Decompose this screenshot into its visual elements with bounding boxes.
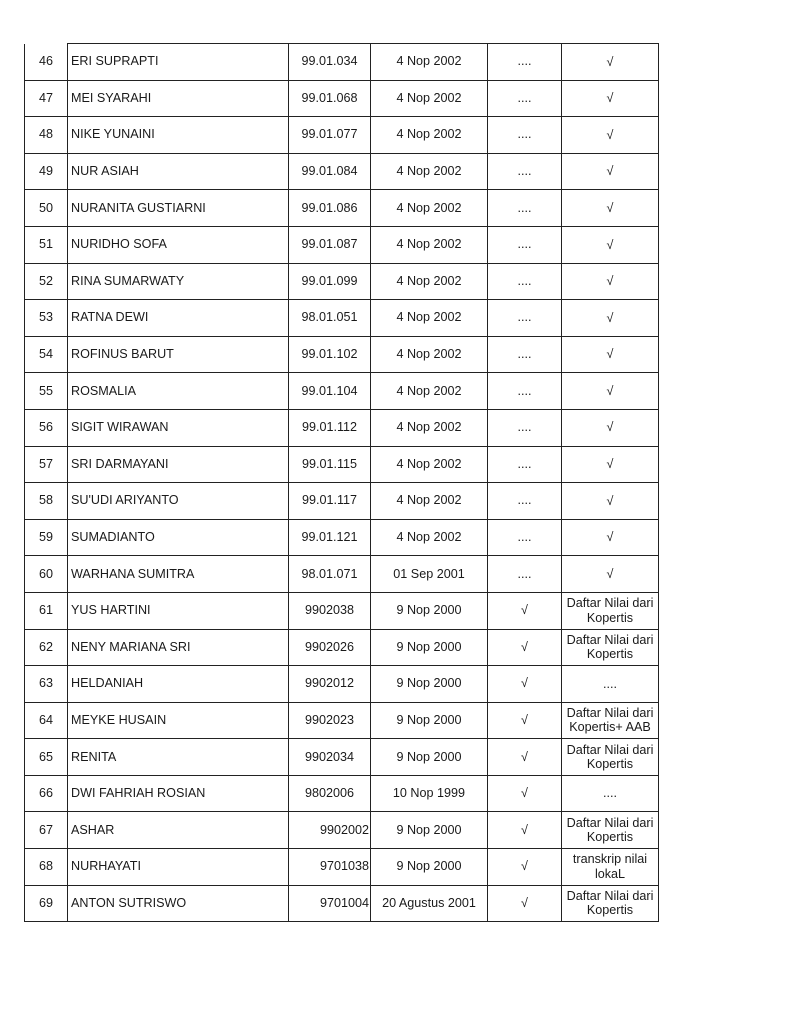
- student-name: SU'UDI ARIYANTO: [68, 483, 289, 520]
- student-id: 98.01.051: [289, 300, 371, 337]
- status-a: ....: [488, 373, 562, 410]
- status-b: √: [562, 373, 659, 410]
- student-name: NURANITA GUSTIARNI: [68, 190, 289, 227]
- student-id: 99.01.104: [289, 373, 371, 410]
- status-b: √: [562, 336, 659, 373]
- table-row: [25, 44, 659, 81]
- date: 01 Sep 2001: [371, 556, 488, 593]
- student-name: MEI SYARAHI: [68, 80, 289, 117]
- date: 4 Nop 2002: [371, 117, 488, 154]
- table-row: [25, 190, 659, 227]
- status-a: ....: [488, 300, 562, 337]
- table-row: [25, 519, 659, 556]
- status-a: ....: [488, 190, 562, 227]
- status-b: √: [562, 226, 659, 263]
- status-b: Daftar Nilai dari Kopertis: [562, 592, 659, 629]
- status-b: √: [562, 80, 659, 117]
- status-a: ....: [488, 44, 562, 81]
- student-name: NUR ASIAH: [68, 153, 289, 190]
- date: 4 Nop 2002: [371, 300, 488, 337]
- table-row: [25, 263, 659, 300]
- student-id: 99.01.099: [289, 263, 371, 300]
- status-b: √: [562, 446, 659, 483]
- status-a: √: [488, 666, 562, 703]
- status-b: √: [562, 409, 659, 446]
- student-name: RATNA DEWI: [68, 300, 289, 337]
- date: 4 Nop 2002: [371, 153, 488, 190]
- status-b: Daftar Nilai dari Kopertis: [562, 885, 659, 922]
- student-name: ERI SUPRAPTI: [68, 44, 289, 81]
- student-name: HELDANIAH: [68, 666, 289, 703]
- status-a: ....: [488, 117, 562, 154]
- status-b: √: [562, 519, 659, 556]
- date: 10 Nop 1999: [371, 775, 488, 812]
- status-a: √: [488, 849, 562, 886]
- date: 4 Nop 2002: [371, 519, 488, 556]
- row-number: 55: [25, 373, 68, 410]
- row-number: 57: [25, 446, 68, 483]
- table-row: [25, 226, 659, 263]
- table-row: [25, 483, 659, 520]
- student-name: SIGIT WIRAWAN: [68, 409, 289, 446]
- status-b: √: [562, 483, 659, 520]
- student-name: SUMADIANTO: [68, 519, 289, 556]
- date: 9 Nop 2000: [371, 739, 488, 776]
- row-number: 46: [25, 44, 68, 81]
- date: 9 Nop 2000: [371, 849, 488, 886]
- student-id: 9802006: [289, 775, 371, 812]
- date: 9 Nop 2000: [371, 629, 488, 666]
- status-b: √: [562, 263, 659, 300]
- row-number: 67: [25, 812, 68, 849]
- date: 4 Nop 2002: [371, 336, 488, 373]
- student-id: 9902034: [289, 739, 371, 776]
- student-id: 99.01.117: [289, 483, 371, 520]
- date: 4 Nop 2002: [371, 226, 488, 263]
- status-b: transkrip nilai lokaL: [562, 849, 659, 886]
- table-row: [25, 629, 659, 666]
- row-number: 50: [25, 190, 68, 227]
- table-row: [25, 556, 659, 593]
- row-number: 47: [25, 80, 68, 117]
- student-name: ANTON SUTRISWO: [68, 885, 289, 922]
- status-a: ....: [488, 409, 562, 446]
- student-id: 9902012: [289, 666, 371, 703]
- table-row: [25, 446, 659, 483]
- row-number: 48: [25, 117, 68, 154]
- student-id: 9902002: [289, 812, 371, 849]
- table-row: [25, 117, 659, 154]
- status-a: ....: [488, 80, 562, 117]
- table-row: [25, 80, 659, 117]
- student-name: NENY MARIANA SRI: [68, 629, 289, 666]
- table-row: [25, 885, 659, 922]
- student-id: 99.01.102: [289, 336, 371, 373]
- table-row: [25, 373, 659, 410]
- table-row: [25, 812, 659, 849]
- document-page: [24, 43, 659, 922]
- row-number: 51: [25, 226, 68, 263]
- student-id: 98.01.071: [289, 556, 371, 593]
- student-name: RENITA: [68, 739, 289, 776]
- student-name: ROFINUS BARUT: [68, 336, 289, 373]
- row-number: 61: [25, 592, 68, 629]
- status-a: √: [488, 885, 562, 922]
- table-row: [25, 409, 659, 446]
- status-a: ....: [488, 226, 562, 263]
- student-name: SRI DARMAYANI: [68, 446, 289, 483]
- student-id: 99.01.112: [289, 409, 371, 446]
- student-name: YUS HARTINI: [68, 592, 289, 629]
- date: 4 Nop 2002: [371, 373, 488, 410]
- row-number: 69: [25, 885, 68, 922]
- date: 4 Nop 2002: [371, 483, 488, 520]
- table-row: [25, 300, 659, 337]
- table-row: [25, 702, 659, 739]
- status-b: √: [562, 44, 659, 81]
- status-b: √: [562, 117, 659, 154]
- student-name: WARHANA SUMITRA: [68, 556, 289, 593]
- status-a: ....: [488, 556, 562, 593]
- status-a: ....: [488, 263, 562, 300]
- status-b: Daftar Nilai dari Kopertis+ AAB: [562, 702, 659, 739]
- table-row: [25, 592, 659, 629]
- status-a: √: [488, 775, 562, 812]
- row-number: 66: [25, 775, 68, 812]
- date: 9 Nop 2000: [371, 592, 488, 629]
- student-id: 9902023: [289, 702, 371, 739]
- table-row: [25, 153, 659, 190]
- table-row: [25, 336, 659, 373]
- student-id: 99.01.084: [289, 153, 371, 190]
- row-number: 64: [25, 702, 68, 739]
- status-a: √: [488, 702, 562, 739]
- status-b: √: [562, 190, 659, 227]
- status-b: √: [562, 300, 659, 337]
- student-name: ASHAR: [68, 812, 289, 849]
- status-b: Daftar Nilai dari Kopertis: [562, 812, 659, 849]
- row-number: 56: [25, 409, 68, 446]
- student-id: 9701004: [289, 885, 371, 922]
- row-number: 52: [25, 263, 68, 300]
- student-name: DWI FAHRIAH ROSIAN: [68, 775, 289, 812]
- date: 4 Nop 2002: [371, 446, 488, 483]
- table-row: [25, 666, 659, 703]
- student-id: 99.01.087: [289, 226, 371, 263]
- status-b: ....: [562, 775, 659, 812]
- student-name: NURIDHO SOFA: [68, 226, 289, 263]
- date: 4 Nop 2002: [371, 44, 488, 81]
- student-id: 99.01.068: [289, 80, 371, 117]
- date: 9 Nop 2000: [371, 702, 488, 739]
- student-records-table: [24, 43, 659, 922]
- student-id: 9701038: [289, 849, 371, 886]
- student-id: 99.01.034: [289, 44, 371, 81]
- table-row: [25, 849, 659, 886]
- status-a: ....: [488, 336, 562, 373]
- table-row: [25, 739, 659, 776]
- date: 4 Nop 2002: [371, 80, 488, 117]
- table-row: [25, 775, 659, 812]
- row-number: 53: [25, 300, 68, 337]
- status-a: ....: [488, 153, 562, 190]
- student-name: ROSMALIA: [68, 373, 289, 410]
- date: 9 Nop 2000: [371, 666, 488, 703]
- student-id: 99.01.077: [289, 117, 371, 154]
- row-number: 59: [25, 519, 68, 556]
- row-number: 62: [25, 629, 68, 666]
- student-id: 9902026: [289, 629, 371, 666]
- student-name: NIKE YUNAINI: [68, 117, 289, 154]
- row-number: 63: [25, 666, 68, 703]
- status-b: Daftar Nilai dari Kopertis: [562, 739, 659, 776]
- student-id: 9902038: [289, 592, 371, 629]
- date: 4 Nop 2002: [371, 263, 488, 300]
- date: 9 Nop 2000: [371, 812, 488, 849]
- date: 4 Nop 2002: [371, 409, 488, 446]
- student-name: NURHAYATI: [68, 849, 289, 886]
- student-name: RINA SUMARWATY: [68, 263, 289, 300]
- status-b: Daftar Nilai dari Kopertis: [562, 629, 659, 666]
- status-b: √: [562, 153, 659, 190]
- row-number: 60: [25, 556, 68, 593]
- status-a: √: [488, 739, 562, 776]
- status-a: √: [488, 629, 562, 666]
- date: 4 Nop 2002: [371, 190, 488, 227]
- row-number: 68: [25, 849, 68, 886]
- status-a: √: [488, 592, 562, 629]
- student-id: 99.01.086: [289, 190, 371, 227]
- row-number: 54: [25, 336, 68, 373]
- status-a: √: [488, 812, 562, 849]
- status-a: ....: [488, 519, 562, 556]
- row-number: 58: [25, 483, 68, 520]
- student-id: 99.01.121: [289, 519, 371, 556]
- student-id: 99.01.115: [289, 446, 371, 483]
- status-a: ....: [488, 483, 562, 520]
- row-number: 65: [25, 739, 68, 776]
- date: 20 Agustus 2001: [371, 885, 488, 922]
- student-name: MEYKE HUSAIN: [68, 702, 289, 739]
- status-b: √: [562, 556, 659, 593]
- row-number: 49: [25, 153, 68, 190]
- status-a: ....: [488, 446, 562, 483]
- status-b: ....: [562, 666, 659, 703]
